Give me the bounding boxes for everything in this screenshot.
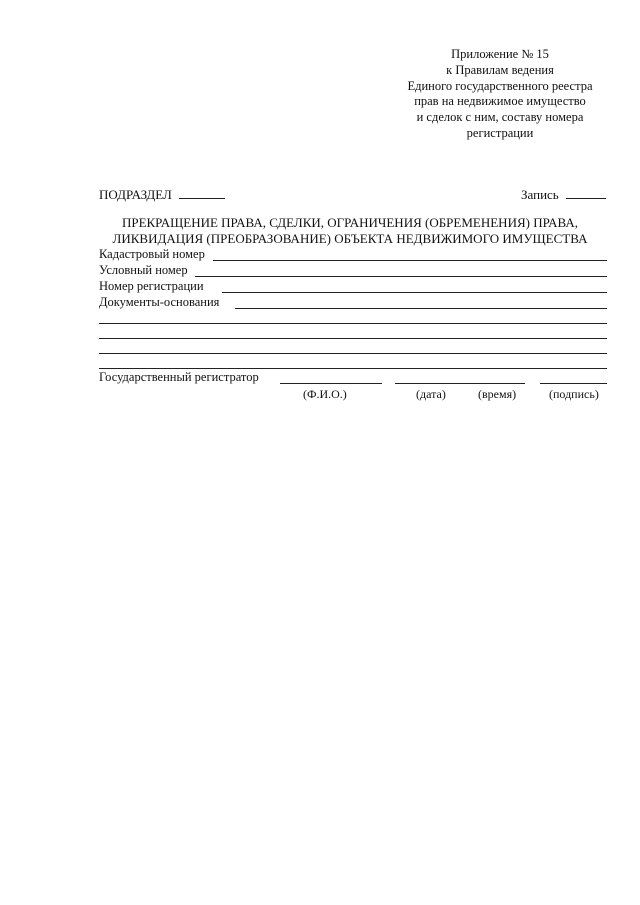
fio-caption: (Ф.И.О.) [303, 387, 347, 401]
signature-line[interactable] [540, 383, 607, 384]
time-caption: (время) [478, 387, 517, 401]
appendix-line: прав на недвижимое имущество [414, 94, 586, 109]
appendix-line: Приложение № 15 [451, 47, 549, 61]
record-field [521, 187, 606, 203]
record-blank[interactable] [566, 187, 606, 199]
basis-documents-label: Документы-основания [99, 295, 220, 309]
subsection-field [99, 187, 225, 203]
basis-documents-line-extra[interactable] [99, 368, 607, 369]
cadastral-number-label: Кадастровый номер [99, 247, 205, 261]
registration-number-label: Номер регистрации [99, 279, 204, 293]
appendix-line: Единого государственного реестра [407, 78, 593, 93]
registration-number-line[interactable] [222, 292, 607, 293]
appendix-line: регистрации [466, 125, 534, 140]
subsection-label: ПОДРАЗДЕЛ [99, 187, 172, 202]
conditional-number-label: Условный номер [99, 263, 188, 277]
form-title-line: ПРЕКРАЩЕНИЕ ПРАВА, СДЕЛКИ, ОГРАНИЧЕНИЯ (ОБРЕМЕНЕНИЯ) ПРАВА, [121, 215, 579, 230]
conditional-number-line[interactable] [195, 276, 607, 277]
appendix-line: и сделок с ним, составу номера [416, 110, 584, 125]
appendix-line: к Правилам ведения [446, 62, 554, 77]
date-time-line[interactable] [395, 383, 525, 384]
signature-caption: (подпись) [549, 387, 599, 401]
appendix-note [380, 47, 620, 142]
cadastral-number-line[interactable] [213, 260, 607, 261]
form-title [80, 215, 620, 246]
date-caption: (дата) [416, 387, 446, 401]
basis-documents-line[interactable] [235, 308, 607, 309]
form-title-line: ЛИКВИДАЦИЯ (ПРЕОБРАЗОВАНИЕ) ОБЪЕКТА НЕДВИЖИМОГО ИМУЩЕСТВА [112, 230, 588, 246]
basis-documents-line-extra[interactable] [99, 338, 607, 339]
record-label: Запись [521, 187, 559, 202]
subsection-blank[interactable] [179, 187, 225, 199]
basis-documents-line-extra[interactable] [99, 323, 607, 324]
registrar-label: Государственный регистратор [99, 370, 259, 384]
basis-documents-line-extra[interactable] [99, 353, 607, 354]
fio-line[interactable] [280, 383, 382, 384]
